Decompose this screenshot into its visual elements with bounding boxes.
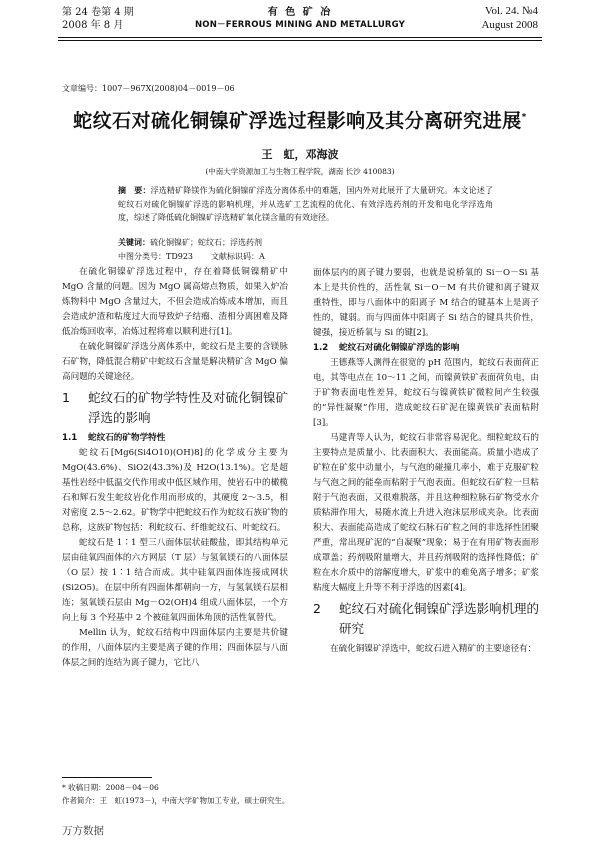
abstract xyxy=(118,184,493,225)
subsection-number: 1.2 xyxy=(313,343,329,353)
paragraph: 在硫化铜镍矿浮选中，蛇纹石进入精矿的主要途径有： xyxy=(330,644,537,654)
left-column xyxy=(62,265,288,671)
header-vol: Vol. 24. №4 xyxy=(484,5,538,17)
paragraph: 在硫化铜镍矿浮选分离体系中，蛇纹石是主要的含镁脉石矿物，降低混合精矿中蛇纹石含量是解决精矿含 MgO 偏高问题的关键途径。 xyxy=(62,342,288,382)
title-footnote-mark: * xyxy=(521,112,527,123)
paragraph: 王德燕等人测得在很宽的 pH 范围内，蛇纹石表面荷正电，其等电点在 10～11 之间，而镍黄铁矿表面荷负电，由于矿物表面电性差异，蛇纹石与镍黄铁矿微粒间产生较强的“异性凝聚”作用，造成蛇纹石矿泥在镍黄铁矿表面粘附[3]。 xyxy=(313,358,539,428)
abstract-text: 浮选精矿降镁作为硫化铜镍矿浮选分离体系中的难题，国内外对此展开了大量研究。本文论述了蛇纹石对硫化铜镍矿浮选的影响机理，并从选矿工艺流程的优化、有效浮选药剂的开发和电化学浮选角度，综述了降低硫化铜镍矿浮选精矿氧化镁含量的有效途径。 xyxy=(118,186,493,222)
header-volume-issue: 第 24 卷第 4 期 xyxy=(62,7,134,18)
classification xyxy=(118,251,493,262)
header-rule-thin xyxy=(58,40,542,41)
paragraph: 马建青等人认为，蛇纹石非常容易泥化。细粒蛇纹石的主要特点是质量小、比表面积大、表面能高。质量小造成了矿粒在矿浆中动量小，与气泡的碰撞几率小，难于克服矿粒与气泡之间的能垒而粘附于气泡表面。但蛇纹石矿粒一旦粘附于气泡表面，又很难脱落，并且这种细粒脉石矿物受水介质粘滞作用大，易随水流上升进入泡沫层形成夹杂。比表面积大、表面能高造成了蛇纹石脉石矿粒之间的非选择性团聚严重，常出现矿泥的“自凝聚”现象；易于在有用矿物表面形成罩盖；药剂吸附量增大，并且药剂吸附的选择性降低；矿粒在水介质中的溶解度增大，矿浆中的难免离子增多；矿浆粘度大幅度上升等不利于浮选的因素[4]。 xyxy=(313,433,539,593)
header-date-cn: 2008 年 8 月 xyxy=(62,20,124,31)
footnote-received: * 收稿日期：2008－04－06 xyxy=(62,783,159,792)
watermark: 万方数据 xyxy=(62,825,104,837)
document-code: 文献标识码：A xyxy=(211,252,265,261)
paragraph: 蛇纹石[Mg6(Si4O10)(OH)8]的化学成分主要为 MgO(43.6%)、SiO2(43.3%)及 H2O(13.1%)。它是超基性岩经中低温交代作用或中低区域作用，使岩石中的橄榄石和辉石发生蛇纹岩化作用而形成的，其硬度 2～3.5，相对密度 2.5～2.62。矿物学中把蛇纹石作为蛇纹石族矿物的总称，这族矿物包括：利蛇纹石、纤维蛇纹石、叶蛇纹石。 xyxy=(62,448,288,533)
paper-title xyxy=(0,106,600,133)
keywords-text: 硫化铜镍矿；蛇纹石；浮选药剂 xyxy=(150,238,262,247)
header-rule-thick xyxy=(58,37,542,38)
subsection-heading-1-1 xyxy=(62,431,288,446)
paragraph: 蛇纹石是 1∶1 型三八面体层状硅酸盐，即其结构单元层由硅氧四面体的六方网层（T 层）与氢氧镁石的八面体层（O 层）按 1∶1 结合而成。其中硅氧四面体连接成网状(Si2O5)。在层中所有四面体都朝向一方，与氢氧镁石层相连；氢氧镁石层由 Mg－O2(OH)4 组成八面体层，一个方向上每 3 个羟基中 2 个被硅氧四面体角顶的活性氧替代。 xyxy=(62,538,288,623)
keywords-label: 关键词： xyxy=(118,237,150,247)
clc-number: 中图分类号：TD923 xyxy=(118,252,194,261)
section-title: 蛇纹石对硫化铜镍矿浮选影响机理的研究 xyxy=(339,601,540,636)
journal-name-cn: 有 色 矿 冶 xyxy=(267,7,333,18)
header-volume-en xyxy=(481,4,538,32)
subsection-title: 蛇纹石对硫化铜镍矿浮选的影响 xyxy=(339,343,460,353)
subsection-title: 蛇纹石的矿物学特性 xyxy=(88,433,166,443)
paragraph: 在硫化铜镍矿浮选过程中，存在着降低铜镍精矿中 MgO 含量的问题。因为 MgO 属高熔点物质，如果入炉冶炼物料中 MgO 含量过大，不但会造成冶炼成本增加，而且会造成炉渣和粘度过大而导致炉子结瘤、渣相分离困难及降低冶炼回收率，冶炼过程将难以顺利进行[1]。 xyxy=(62,267,288,337)
paper-title-text: 蛇纹石对硫化铜镍矿浮选过程影响及其分离研究进展 xyxy=(73,110,522,132)
section-heading-2 xyxy=(313,599,539,639)
section-title: 蛇纹石的矿物学特性及对硫化铜镍矿浮选的影响 xyxy=(88,390,289,425)
affiliation: (中南大学资源加工与生物工程学院，湖南 长沙 410083) xyxy=(205,167,395,176)
right-column xyxy=(313,266,539,657)
abstract-label: 摘 要： xyxy=(118,186,151,195)
footnote-rule xyxy=(62,777,152,778)
footnote-author: 作者简介：王 虹(1973－)，中南大学矿物加工专业，硕士研究生。 xyxy=(62,796,290,805)
authors: 王 虹，邓海波 xyxy=(261,148,339,161)
paragraph: 面体层内的离子键力要弱，也就是说桥氧的 Si－O－Si 基本上是共价性的，活性氧 Si－O－M 有共价键和离子键双重特性，即与八面体中的阳离子 M 结合的键基本上是离子性的，键弱。而与四面体中阳离子 Si 结合的键具共价性，键强，接近桥氧与 Si 的键[2]。 xyxy=(313,268,539,338)
header-date-en: August 2008 xyxy=(481,19,538,31)
journal-name-en: NON－FERROUS MINING AND METALLURGY xyxy=(194,20,406,30)
section-number: 1 xyxy=(62,390,70,405)
subsection-heading-1-2 xyxy=(313,341,539,356)
subsection-number: 1.1 xyxy=(62,433,78,443)
section-number: 2 xyxy=(313,601,321,616)
keywords xyxy=(118,237,493,248)
section-heading-1 xyxy=(62,388,288,428)
paragraph: Mellin 认为，蛇纹石结构中四面体层内主要是共价键的作用，八面体层内主要是离子键的作用；四面体层与八面体层之间的连结为离子键力，它比八 xyxy=(62,628,288,668)
article-number: 文章编号：1007－967X(2008)04－0019－06 xyxy=(62,84,235,93)
